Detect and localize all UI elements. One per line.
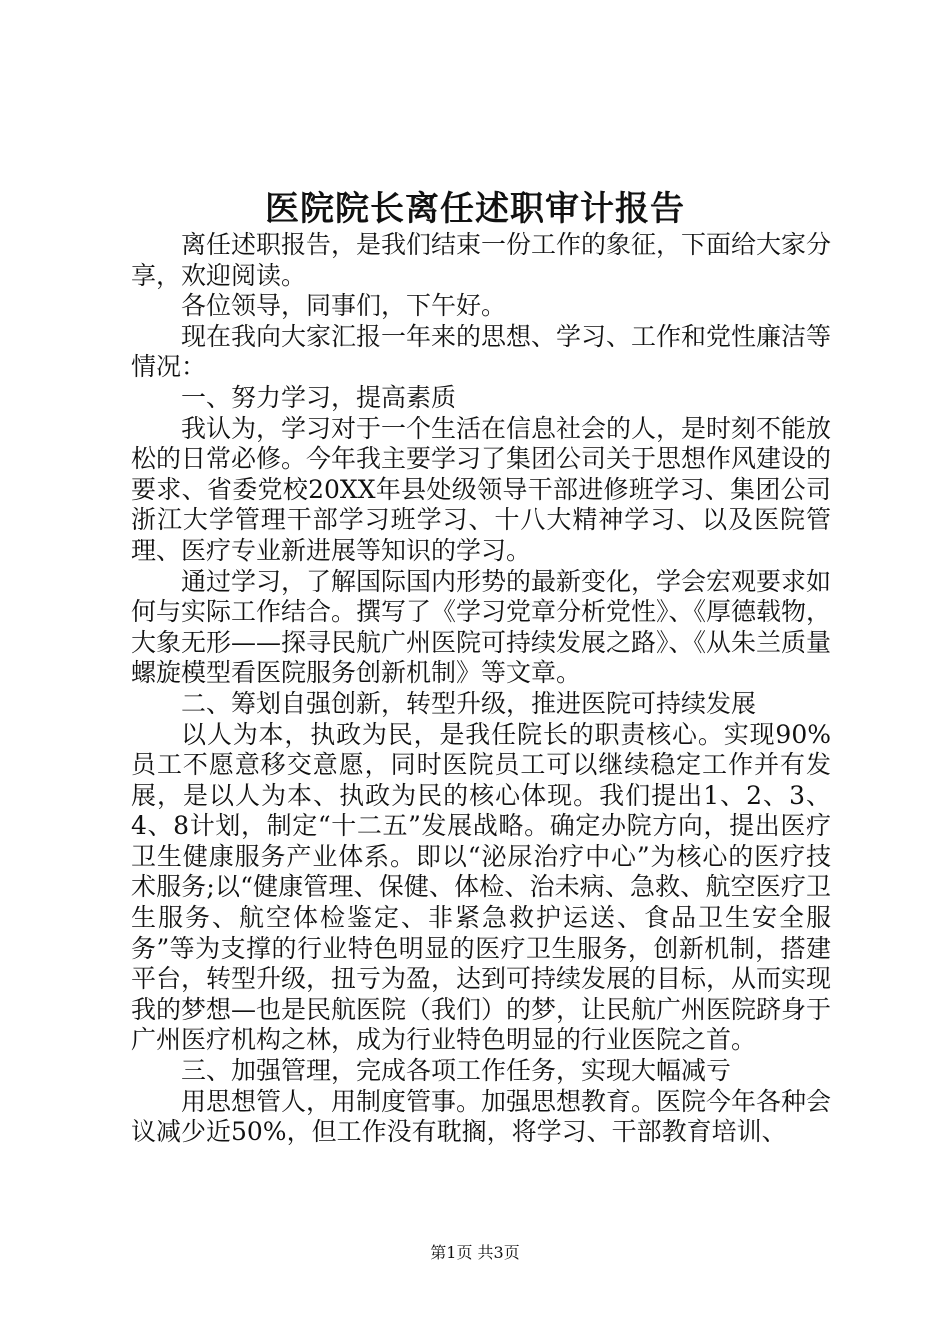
- page-footer: 第1页 共3页: [430, 1243, 520, 1262]
- section-heading: 二、筹划自强创新，转型升级，推进医院可持续发展: [181, 688, 757, 718]
- paragraph: 我认为，学习对于一个生活在信息社会的人，是时刻不能放松的日常必修。今年我主要学习了集团公司关于思想作风建设的要求、省委党校20XX年县处级领导干部进修班学习、集团公司浙江大学管理干部学习班学习、十八大精神学习、以及医院管理、医疗专业新进展等知识的学习。: [131, 413, 832, 565]
- section-heading: 一、努力学习，提高素质: [181, 382, 457, 412]
- paragraph: 现在我向大家汇报一年来的思想、学习、工作和党性廉洁等情况：: [131, 321, 832, 382]
- paragraph: 用思想管人，用制度管事。加强思想教育。医院今年各种会议减少近50%，但工作没有耽搁，将学习、干部教育培训、: [131, 1086, 832, 1147]
- paragraph: 通过学习，了解国际国内形势的最新变化，学会宏观要求如何与实际工作结合。撰写了《学习党章分析党性》、《厚德载物，大象无形——探寻民航广州医院可持续发展之路》、《从朱兰质量螺旋模型看医院服务创新机制》等文章。: [131, 566, 832, 688]
- document-body: [131, 230, 831, 1148]
- document-title: 医院院长离任述职审计报告: [265, 189, 685, 229]
- paragraph: 离任述职报告，是我们结束一份工作的象征，下面给大家分享，欢迎阅读。: [131, 230, 832, 290]
- paragraph: 各位领导，同事们，下午好。: [181, 291, 507, 321]
- paragraph: 以人为本，执政为民，是我任院长的职责核心。实现90%员工不愿意移交意愿，同时医院员工可以继续稳定工作并有发展，是以人为本、执政为民的核心体现。我们提出1、2、3、4、8计划，制定“十二五”发展战略。确定办院方向，提出医疗卫生健康服务产业体系。即以“泌尿治疗中心”为核心的医疗技术服务;以“健康管理、保健、体检、治未病、急救、航空医疗卫生服务、航空体检鉴定、非紧急救护运送、食品卫生安全服务”等为支撑的行业特色明显的医疗卫生服务，创新机制，搭建平台，转型升级，扭亏为盈，达到可持续发展的目标，从而实现我的梦想—也是民航医院（我们）的梦，让民航广州医院跻身于广州医疗机构之林，成为行业特色明显的行业医院之首。: [131, 719, 832, 1055]
- section-heading: 三、加强管理，完成各项工作任务，实现大幅减亏: [181, 1056, 732, 1086]
